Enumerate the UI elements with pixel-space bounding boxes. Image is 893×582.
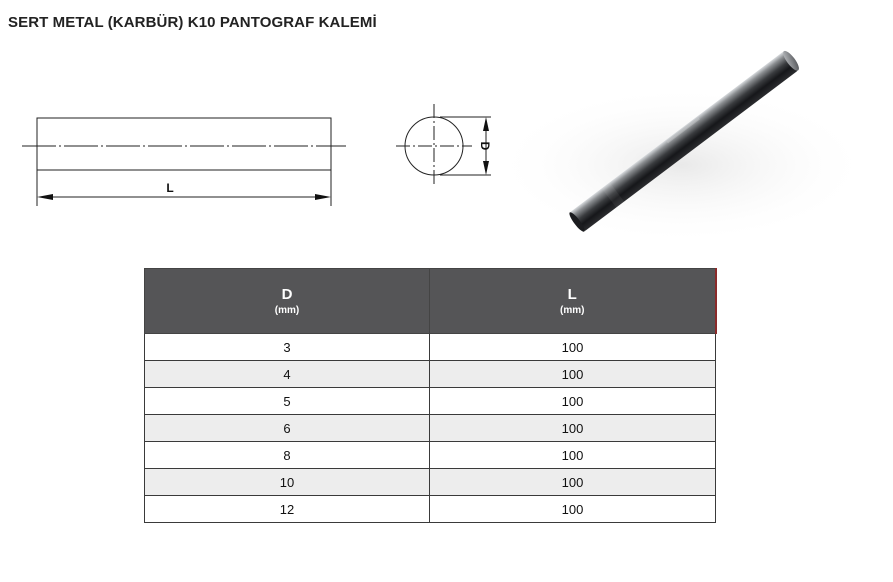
table-row [145,334,716,361]
dimension-arrow-up-icon [483,117,489,131]
length-label: L [166,181,174,195]
column-header-label: L [567,285,577,303]
table-row [145,442,716,469]
cell-length: 100 [430,361,716,388]
dimension-arrow-down-icon [483,161,489,175]
cell-length: 100 [430,415,716,442]
column-header-d [145,269,430,334]
cell-diameter: 6 [145,415,430,442]
cell-diameter: 3 [145,334,430,361]
table-row [145,415,716,442]
spec-table [144,268,717,523]
cell-diameter: 5 [145,388,430,415]
cell-diameter: 10 [145,469,430,496]
column-header-label: D [281,285,293,303]
technical-drawing [0,0,893,260]
column-header-unit: (mm) [560,304,585,316]
cell-diameter: 12 [145,496,430,523]
carbide-rod-icon [492,49,872,245]
cell-length: 100 [430,388,716,415]
cell-length: 100 [430,442,716,469]
table-row [145,388,716,415]
cell-diameter: 4 [145,361,430,388]
table-row [145,361,716,388]
rod-end-view [396,104,492,186]
page-title: SERT METAL (KARBÜR) K10 PANTOGRAF KALEMİ [8,14,377,31]
rod-side-view [22,118,346,206]
cell-length: 100 [430,469,716,496]
diameter-label: D [478,141,492,151]
dimension-arrow-left-icon [37,194,53,200]
table-header-row [145,269,716,334]
column-header-unit: (mm) [274,304,300,316]
column-header-l [430,269,716,334]
cell-length: 100 [430,334,716,361]
dimension-arrow-right-icon [315,194,331,200]
table-row [145,469,716,496]
cell-length: 100 [430,496,716,523]
cell-diameter: 8 [145,442,430,469]
table-row [145,496,716,523]
